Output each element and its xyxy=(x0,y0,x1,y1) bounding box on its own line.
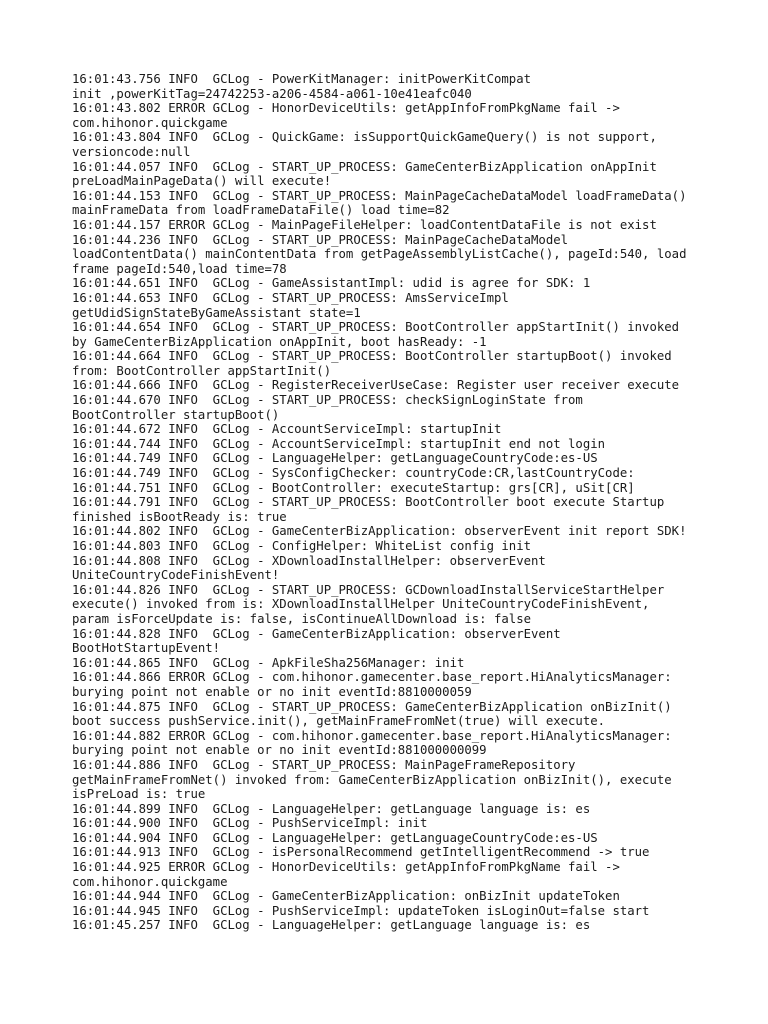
log-line: by GameCenterBizApplication onAppInit, boot hasReady: -1 xyxy=(72,334,487,349)
log-line: BootHotStartupEvent! xyxy=(72,641,221,656)
log-line: boot success pushService.init(), getMainFrameFromNet(true) will execute. xyxy=(72,714,606,729)
log-line: com.hihonor.quickgame xyxy=(72,874,228,889)
log-body xyxy=(72,72,712,933)
log-line: getUdidSignStateByGameAssistant state=1 xyxy=(72,305,361,320)
log-line: 16:01:44.749 INFO GCLog - LanguageHelper: getLanguageCountryCode:es-US xyxy=(72,451,598,466)
log-line: preLoadMainPageData() will execute! xyxy=(72,174,332,189)
log-line: 16:01:44.900 INFO GCLog - PushServiceImpl: init xyxy=(72,816,428,831)
log-line: 16:01:44.153 INFO GCLog - START_UP_PROCESS: MainPageCacheDataModel loadFrameData() xyxy=(72,188,687,203)
log-line: versioncode:null xyxy=(72,144,191,159)
log-line: getMainFrameFromNet() invoked from: GameCenterBizApplication onBizInit(), execute xyxy=(72,772,672,787)
log-line: 16:01:44.904 INFO GCLog - LanguageHelper: getLanguageCountryCode:es-US xyxy=(72,830,598,845)
log-line: 16:01:44.828 INFO GCLog - GameCenterBizApplication: observerEvent xyxy=(72,626,561,641)
log-line: burying point not enable or no init eventId:881000000099 xyxy=(72,743,487,758)
log-line: 16:01:44.899 INFO GCLog - LanguageHelper: getLanguage language is: es xyxy=(72,801,591,816)
log-line: 16:01:44.865 INFO GCLog - ApkFileSha256Manager: init xyxy=(72,655,465,670)
log-line: 16:01:43.804 INFO GCLog - QuickGame: isSupportQuickGameQuery() is not support, xyxy=(72,130,657,145)
log-line: init ,powerKitTag=24742253-a206-4584-a061-10e41eafc040 xyxy=(72,86,472,101)
log-document xyxy=(72,72,712,933)
log-line: isPreLoad is: true xyxy=(72,787,206,802)
log-line: 16:01:44.666 INFO GCLog - RegisterReceiverUseCase: Register user receiver execute xyxy=(72,378,680,393)
log-line: 16:01:44.803 INFO GCLog - ConfigHelper: WhiteList config init xyxy=(72,539,532,553)
log-line: 16:01:44.886 INFO GCLog - START_UP_PROCESS: MainPageFrameRepository xyxy=(72,757,576,772)
log-line: 16:01:44.866 ERROR GCLog - com.hihonor.gamecenter.base_report.HiAnalyticsManager: xyxy=(72,670,672,685)
log-line: BootController startupBoot() xyxy=(72,407,280,422)
log-line: loadContentData() mainContentData from getPageAssemblyListCache(), pageId:540, load xyxy=(72,247,687,262)
log-line: 16:01:44.751 INFO GCLog - BootController: executeStartup: grs[CR], uSit[CR] xyxy=(72,480,635,495)
log-line: 16:01:44.651 INFO GCLog - GameAssistantImpl: udid is agree for SDK: 1 xyxy=(72,276,591,291)
log-line: from: BootController appStartInit() xyxy=(72,363,332,378)
log-line: 16:01:43.802 ERROR GCLog - HonorDeviceUtils: getAppInfoFromPkgName fail -> xyxy=(72,101,620,116)
log-line: 16:01:44.791 INFO GCLog - START_UP_PROCESS: BootController boot execute Startup xyxy=(72,495,665,510)
log-line: frame pageId:540,load time=78 xyxy=(72,261,287,276)
log-line: param isForceUpdate is: false, isContinueAllDownload is: false xyxy=(72,611,532,626)
log-line: UniteCountryCodeFinishEvent! xyxy=(72,568,280,583)
log-line: 16:01:44.236 INFO GCLog - START_UP_PROCESS: MainPageCacheDataModel xyxy=(72,232,569,247)
log-line: 16:01:44.944 INFO GCLog - GameCenterBizApplication: onBizInit updateToken xyxy=(72,889,620,904)
log-line: 16:01:44.744 INFO GCLog - AccountServiceImpl: startupInit end not login xyxy=(72,436,606,451)
log-line: 16:01:44.664 INFO GCLog - START_UP_PROCESS: BootController startupBoot() invoked xyxy=(72,349,672,364)
log-line: burying point not enable or no init eventId:8810000059 xyxy=(72,684,472,699)
log-line: 16:01:44.670 INFO GCLog - START_UP_PROCESS: checkSignLoginState from xyxy=(72,393,583,408)
log-line: 16:01:44.802 INFO GCLog - GameCenterBizApplication: observerEvent init report SDK! xyxy=(72,524,687,539)
log-line: 16:01:44.945 INFO GCLog - PushServiceImpl: updateToken isLoginOut=false start xyxy=(72,903,650,918)
log-line: 16:01:44.875 INFO GCLog - START_UP_PROCESS: GameCenterBizApplication onBizInit() xyxy=(72,699,672,714)
log-line: 16:01:45.257 INFO GCLog - LanguageHelper: getLanguage language is: es xyxy=(72,918,591,933)
log-line: 16:01:44.653 INFO GCLog - START_UP_PROCESS: AmsServiceImpl xyxy=(72,290,509,305)
log-line: 16:01:44.826 INFO GCLog - START_UP_PROCESS: GCDownloadInstallServiceStartHelper xyxy=(72,582,665,597)
log-line: execute() invoked from is: XDownloadInstallHelper UniteCountryCodeFinishEvent, xyxy=(72,597,650,612)
log-line: 16:01:44.882 ERROR GCLog - com.hihonor.gamecenter.base_report.HiAnalyticsManager: xyxy=(72,728,672,743)
log-line: 16:01:43.756 INFO GCLog - PowerKitManager: initPowerKitCompat xyxy=(72,72,532,86)
log-line: 16:01:44.749 INFO GCLog - SysConfigChecker: countryCode:CR,lastCountryCode: xyxy=(72,466,635,481)
log-line: 16:01:44.057 INFO GCLog - START_UP_PROCESS: GameCenterBizApplication onAppInit xyxy=(72,159,657,174)
log-line: 16:01:44.808 INFO GCLog - XDownloadInstallHelper: observerEvent xyxy=(72,553,546,568)
log-line: 16:01:44.654 INFO GCLog - START_UP_PROCESS: BootController appStartInit() invoked xyxy=(72,320,680,335)
log-line: 16:01:44.157 ERROR GCLog - MainPageFileHelper: loadContentDataFile is not exist xyxy=(72,217,657,232)
log-line: 16:01:44.925 ERROR GCLog - HonorDeviceUtils: getAppInfoFromPkgName fail -> xyxy=(72,860,620,875)
log-line: finished isBootReady is: true xyxy=(72,509,287,524)
log-line: com.hihonor.quickgame xyxy=(72,115,228,130)
log-line: mainFrameData from loadFrameDataFile() load time=82 xyxy=(72,203,450,218)
log-line: 16:01:44.672 INFO GCLog - AccountServiceImpl: startupInit xyxy=(72,422,502,437)
log-line: 16:01:44.913 INFO GCLog - isPersonalRecommend getIntelligentRecommend -> true xyxy=(72,845,650,860)
